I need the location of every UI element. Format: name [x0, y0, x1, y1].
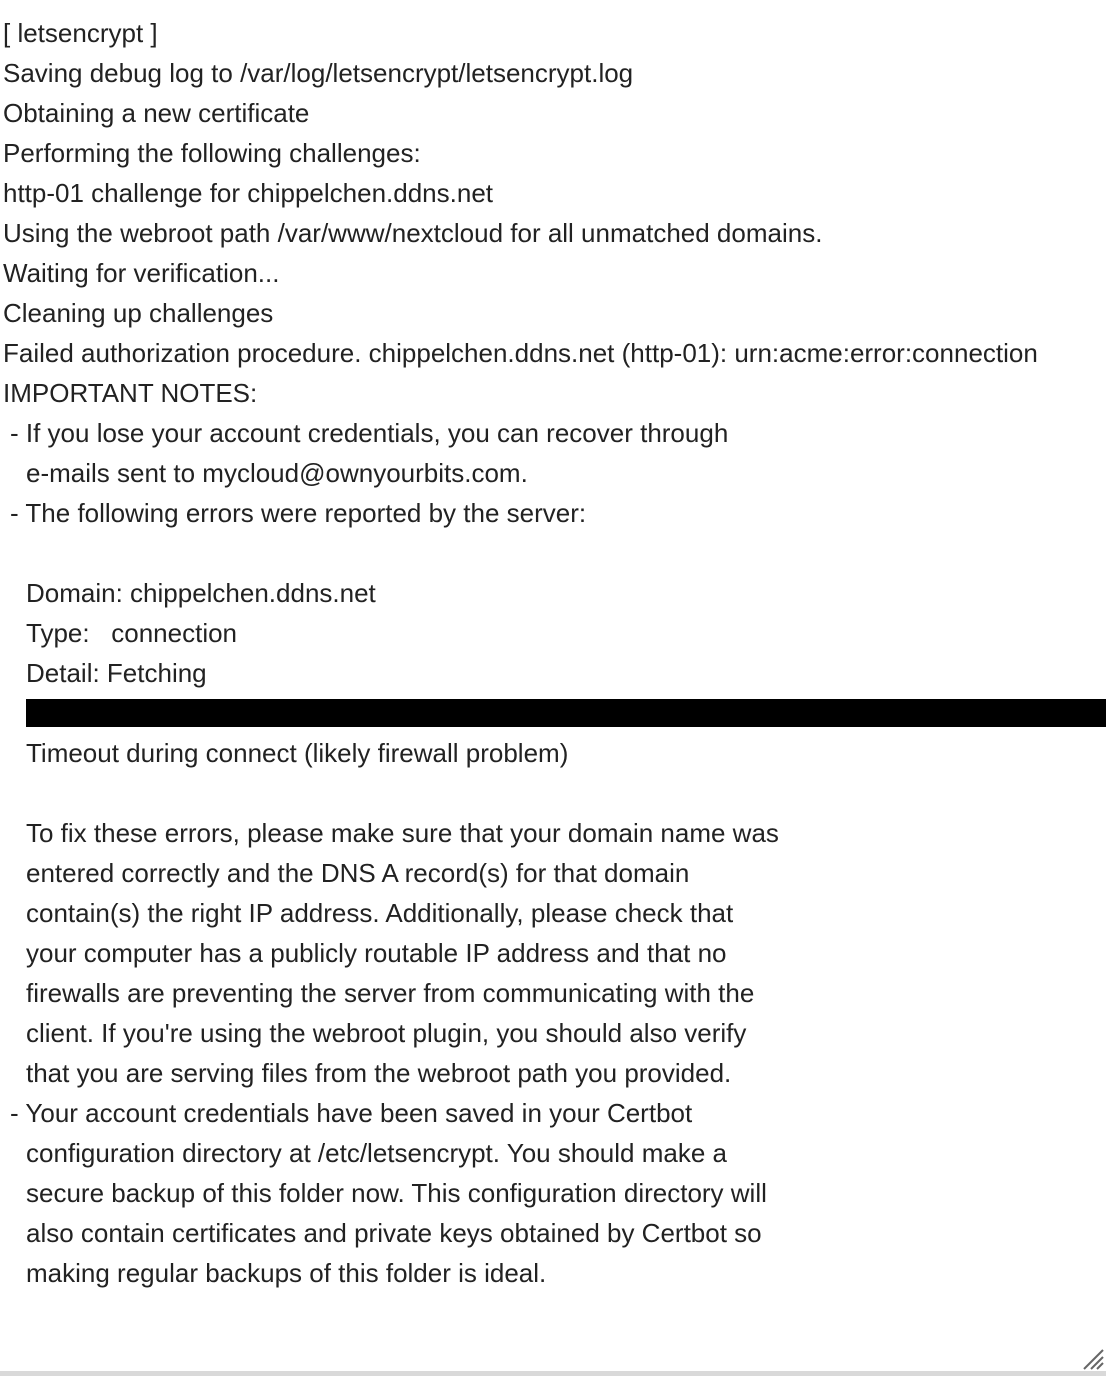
- log-line: Saving debug log to /var/log/letsencrypt/letsencrypt.log: [3, 58, 634, 88]
- log-line: secure backup of this folder now. This configuration directory will: [26, 1178, 767, 1208]
- log-line: [3, 773, 1106, 813]
- log-line: client. If you're using the webroot plugin, you should also verify: [26, 1018, 747, 1048]
- log-line: Waiting for verification...: [3, 258, 280, 288]
- log-line: Failed authorization procedure. chippelchen.ddns.net (http-01): urn:acme:error:connection: [3, 338, 1038, 368]
- log-line: making regular backups of this folder is ideal.: [26, 1258, 547, 1288]
- log-line: - The following errors were reported by the server:: [10, 498, 587, 528]
- bottom-border: [0, 1371, 1106, 1376]
- log-line: [ letsencrypt ]: [3, 18, 158, 48]
- log-line: http-01 challenge for chippelchen.ddns.net: [3, 178, 494, 208]
- redacted-block: [3, 693, 1106, 733]
- log-line: Type: connection: [26, 618, 238, 648]
- log-line: your computer has a publicly routable IP address and that no: [26, 938, 727, 968]
- log-line: Cleaning up challenges: [3, 298, 274, 328]
- log-line: Detail: Fetching: [26, 658, 207, 688]
- log-line: IMPORTANT NOTES:: [3, 378, 258, 408]
- log-line: e-mails sent to mycloud@ownyourbits.com.: [26, 458, 528, 488]
- log-line: Performing the following challenges:: [3, 138, 421, 168]
- log-line: [3, 533, 1106, 573]
- resize-grip-icon[interactable]: [1082, 1348, 1104, 1370]
- log-line: - Your account credentials have been saved in your Certbot: [10, 1098, 693, 1128]
- log-line: firewalls are preventing the server from communicating with the: [26, 978, 755, 1008]
- log-line: To fix these errors, please make sure that your domain name was: [26, 818, 779, 848]
- log-line: - If you lose your account credentials, you can recover through: [10, 418, 729, 448]
- log-line: Domain: chippelchen.ddns.net: [26, 578, 376, 608]
- redaction-bar: [26, 699, 1106, 727]
- log-line: Timeout during connect (likely firewall problem): [26, 738, 569, 768]
- log-line: Using the webroot path /var/www/nextcloud for all unmatched domains.: [3, 218, 823, 248]
- log-line: entered correctly and the DNS A record(s) for that domain: [26, 858, 690, 888]
- log-line: contain(s) the right IP address. Additionally, please check that: [26, 898, 734, 928]
- log-line: configuration directory at /etc/letsencrypt. You should make a: [26, 1138, 727, 1168]
- log-line: Obtaining a new certificate: [3, 98, 310, 128]
- log-line: that you are serving files from the webroot path you provided.: [26, 1058, 732, 1088]
- log-line: also contain certificates and private keys obtained by Certbot so: [26, 1218, 762, 1248]
